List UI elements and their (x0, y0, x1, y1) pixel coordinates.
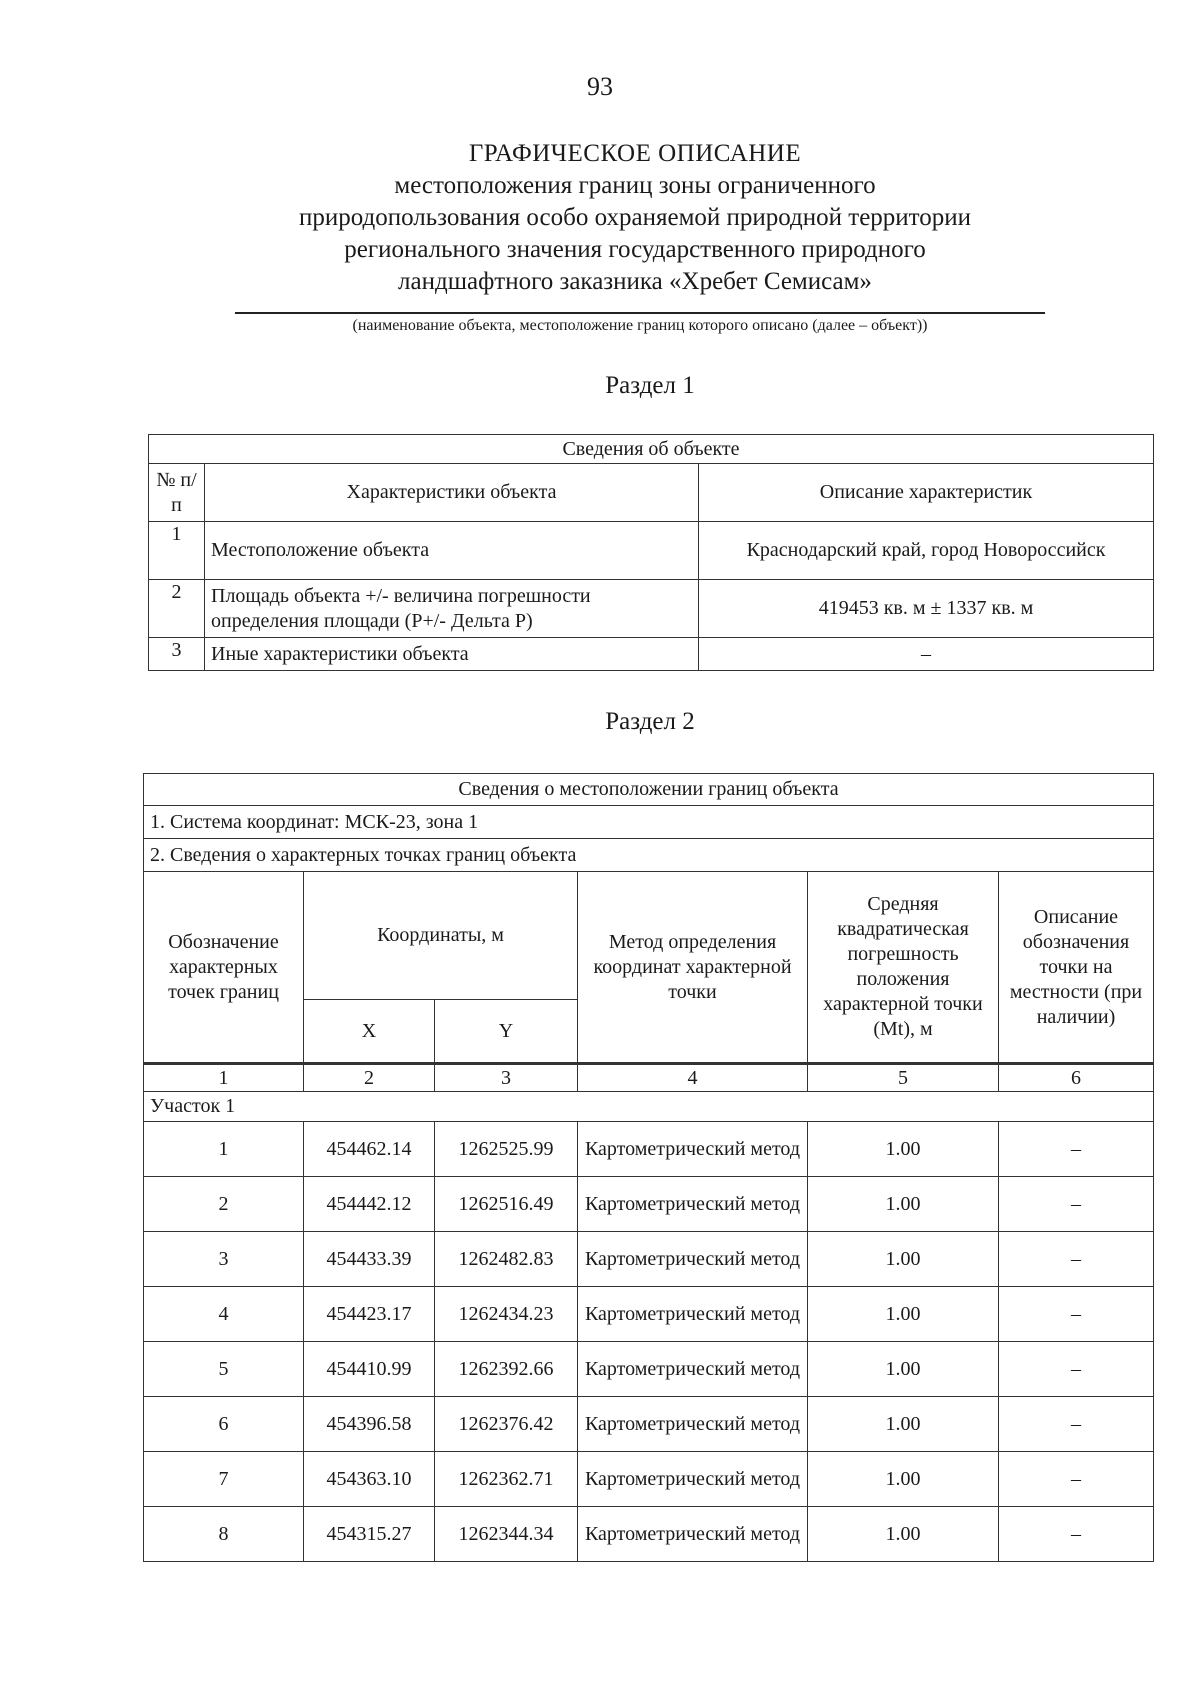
table-row (144, 1122, 1154, 1177)
col-number: 2 (304, 1064, 435, 1092)
parcel-label: Участок 1 (144, 1092, 1154, 1122)
point-y: 1262344.34 (435, 1507, 578, 1562)
point-error: 1.00 (808, 1122, 999, 1177)
point-desc: – (999, 1122, 1154, 1177)
section1-heading: Раздел 1 (605, 372, 695, 399)
point-x: 454462.14 (304, 1122, 435, 1177)
coord-system: 1. Система координат: МСК-23, зона 1 (144, 806, 1154, 839)
title-note: (наименование объекта, местоположение границ которого описано (далее – объект)) (352, 317, 928, 334)
point-error: 1.00 (808, 1177, 999, 1232)
table-row (144, 1452, 1154, 1507)
point-number: 1 (144, 1122, 304, 1177)
table-title: Сведения об объекте (149, 435, 1154, 464)
row-num: 1 (149, 522, 205, 580)
point-desc: – (999, 1452, 1154, 1507)
point-x: 454363.10 (304, 1452, 435, 1507)
section2-heading: Раздел 2 (605, 708, 695, 735)
table-row (149, 522, 1154, 580)
point-x: 454442.12 (304, 1177, 435, 1232)
point-y: 1262482.83 (435, 1232, 578, 1287)
point-desc: – (999, 1177, 1154, 1232)
point-number: 8 (144, 1507, 304, 1562)
point-error: 1.00 (808, 1232, 999, 1287)
col-number: 5 (808, 1064, 999, 1092)
document-title (215, 138, 1055, 298)
point-number: 2 (144, 1177, 304, 1232)
point-method: Картометрический метод (578, 1177, 808, 1232)
title-line: регионального значения государственного природного (344, 236, 926, 263)
boundary-points-table (143, 773, 1154, 1562)
table-row (144, 1232, 1154, 1287)
point-x: 454423.17 (304, 1287, 435, 1342)
point-y: 1262376.42 (435, 1397, 578, 1452)
header-designation: Обозначение характерных точек границ (144, 872, 304, 1064)
header-coords: Координаты, м (304, 872, 578, 1000)
header-description: Описание характеристик (699, 464, 1154, 522)
table-row (144, 1342, 1154, 1397)
title-main: ГРАФИЧЕСКОЕ ОПИСАНИЕ (468, 140, 802, 167)
point-method: Картометрический метод (578, 1342, 808, 1397)
point-number: 7 (144, 1452, 304, 1507)
row-num: 2 (149, 580, 205, 638)
point-error: 1.00 (808, 1287, 999, 1342)
point-y: 1262434.23 (435, 1287, 578, 1342)
point-y: 1262516.49 (435, 1177, 578, 1232)
point-number: 5 (144, 1342, 304, 1397)
point-error: 1.00 (808, 1342, 999, 1397)
title-line: местоположения границ зоны ограниченного (394, 172, 876, 199)
col-number: 6 (999, 1064, 1154, 1092)
table-title: Сведения о местоположении границ объекта (144, 774, 1154, 806)
point-error: 1.00 (808, 1397, 999, 1452)
header-y: Y (435, 1000, 578, 1064)
header-method: Метод определения координат характерной точки (578, 872, 808, 1064)
point-method: Картометрический метод (578, 1452, 808, 1507)
point-method: Картометрический метод (578, 1397, 808, 1452)
point-x: 454315.27 (304, 1507, 435, 1562)
point-method: Картометрический метод (578, 1232, 808, 1287)
header-error: Средняя квадратическая погрешность положения характерной точки (Mt), м (808, 872, 999, 1064)
page-number: 93 (587, 72, 613, 101)
point-method: Картометрический метод (578, 1122, 808, 1177)
row-value: – (699, 638, 1154, 671)
point-desc: – (999, 1232, 1154, 1287)
table-row (144, 1397, 1154, 1452)
point-y: 1262392.66 (435, 1342, 578, 1397)
point-method: Картометрический метод (578, 1287, 808, 1342)
point-desc: – (999, 1397, 1154, 1452)
col-number: 3 (435, 1064, 578, 1092)
header-desc: Описание обозначения точки на местности (при наличии) (999, 872, 1154, 1064)
points-title: 2. Сведения о характерных точках границ объекта (144, 839, 1154, 872)
object-info-table (148, 434, 1154, 671)
header-num: № п/п (149, 464, 205, 522)
table-row (144, 1507, 1154, 1562)
point-x: 454410.99 (304, 1342, 435, 1397)
row-value: Краснодарский край, город Новороссийск (699, 522, 1154, 580)
table-row (144, 1177, 1154, 1232)
point-desc: – (999, 1342, 1154, 1397)
point-desc: – (999, 1287, 1154, 1342)
header-characteristics: Характеристики объекта (205, 464, 699, 522)
table-row (149, 580, 1154, 638)
header-x: X (304, 1000, 435, 1064)
point-y: 1262525.99 (435, 1122, 578, 1177)
table-row (149, 638, 1154, 671)
table-row (144, 1287, 1154, 1342)
row-name: Площадь объекта +/- величина погрешности определения площади (P+/- Дельта P) (205, 580, 699, 638)
point-error: 1.00 (808, 1452, 999, 1507)
row-value: 419453 кв. м ± 1337 кв. м (699, 580, 1154, 638)
row-name: Иные характеристики объекта (205, 638, 699, 671)
point-x: 454396.58 (304, 1397, 435, 1452)
title-underline (235, 312, 1045, 314)
point-error: 1.00 (808, 1507, 999, 1562)
row-num: 3 (149, 638, 205, 671)
point-x: 454433.39 (304, 1232, 435, 1287)
col-number: 1 (144, 1064, 304, 1092)
point-y: 1262362.71 (435, 1452, 578, 1507)
point-number: 4 (144, 1287, 304, 1342)
point-method: Картометрический метод (578, 1507, 808, 1562)
point-number: 3 (144, 1232, 304, 1287)
point-number: 6 (144, 1397, 304, 1452)
point-desc: – (999, 1507, 1154, 1562)
col-number: 4 (578, 1064, 808, 1092)
title-line: ландшафтного заказника «Хребет Семисам» (398, 268, 872, 295)
title-line: природопользования особо охраняемой природной территории (298, 204, 972, 231)
row-name: Местоположение объекта (205, 522, 699, 580)
